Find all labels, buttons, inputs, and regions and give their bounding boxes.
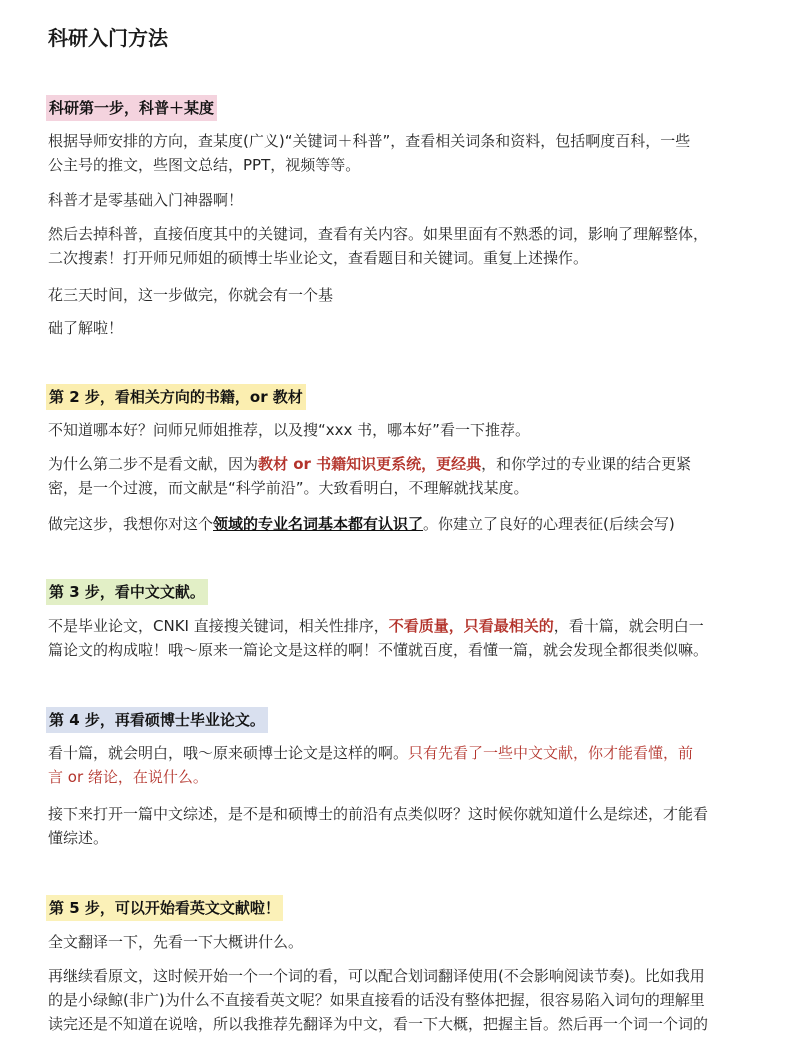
section-3-paragraph-1 bbox=[48, 614, 760, 662]
section-4-paragraph-2 bbox=[48, 802, 760, 850]
section-5-p2-line-3: 读完还是不知道在说啥，所以我推荐先翻译为中文，看一下大概，把握主旨。然后再一个词一个词的 bbox=[48, 1015, 709, 1033]
section-2-p3-underlined: 领域的专业名词基本都有认识了 bbox=[213, 515, 424, 533]
section-2-p3-text-a: 做完这步，我想你对这个 bbox=[48, 515, 214, 533]
section-2-paragraph-3 bbox=[48, 512, 760, 536]
section-1-paragraph-4: 花三天时间，这一步做完，你就会有一个基 bbox=[48, 286, 334, 304]
section-4-p2-line-1: 接下来打开一篇中文综述，是不是和硕博士的前沿有点类似呀？这时候你就知道什么是综述，才能看 bbox=[48, 805, 709, 823]
section-1-p3-line-2: 二次搜素！打开师兄师姐的硕博士毕业论文，查看题目和关键词。重复上述操作。 bbox=[48, 249, 589, 267]
section-4-paragraph-1 bbox=[48, 741, 760, 789]
section-3-p1-highlight: 不看质量，只看最相关的 bbox=[388, 617, 554, 635]
section-1-paragraph-5: 础了解啦！ bbox=[48, 319, 124, 337]
section-4-p1-text-a: 看十篇，就会明白，哦～原来硕博士论文是这样的啊。 bbox=[48, 744, 409, 762]
section-5-p2-line-1: 再继续看原文，这时候开始一个一个词的看，可以配合划词翻译使用(不会影响阅读节奏)。比如我用 bbox=[48, 967, 705, 985]
section-4-p2-line-2: 懂综述。 bbox=[48, 829, 109, 847]
section-3-p1-line-2: 篇论文的构成啦！哦～原来一篇论文是这样的啊！不懂就百度，看懂一篇，就会发现全都很类似嘛。 bbox=[48, 641, 709, 659]
section-2-paragraph-1: 不知道哪本好？问师兄师姐推荐，以及搜“xxx 书，哪本好”看一下推荐。 bbox=[48, 421, 530, 439]
section-2-p2-line-2: 密，是一个过渡，而文献是“科学前沿”。大致看明白，不理解就找某度。 bbox=[48, 479, 529, 497]
section-1-paragraph-2: 科普才是零基础入门神器啊！ bbox=[48, 191, 244, 209]
section-1-header-text: 科研第一步，科普＋某度 bbox=[49, 99, 215, 117]
section-2-p3-text-b: 。你建立了良好的心理表征(后续会写) bbox=[423, 515, 675, 533]
section-4-header bbox=[46, 707, 268, 733]
section-1-p3-line-1: 然后去掉科普，直接佰度其中的关键词，查看有关内容。如果里面有不熟悉的词，影响了理解整体， bbox=[48, 225, 709, 243]
section-5-paragraph-2 bbox=[48, 964, 760, 1036]
section-4-p1-highlight: 只有先看了一些中文文献，你才能看懂，前 bbox=[408, 744, 694, 762]
page-title: 科研入门方法 bbox=[48, 26, 168, 50]
section-4-header-text: 第 4 步，再看硕博士毕业论文。 bbox=[49, 711, 265, 729]
section-1-p1-line-2: 公主号的推文，些图文总结，PPT，视频等等。 bbox=[48, 156, 361, 174]
section-4-p1-line-1 bbox=[48, 741, 760, 765]
section-5-header-text: 第 5 步，可以开始看英文文献啦！ bbox=[49, 899, 280, 917]
section-2-p2-text-b: ，和你学过的专业课的结合更紧 bbox=[481, 455, 692, 473]
section-3-header bbox=[46, 579, 208, 605]
section-2-paragraph-2 bbox=[48, 452, 760, 500]
section-3-p1-text-a: 不是毕业论文，CNKI 直接搜关键词，相关性排序， bbox=[48, 617, 389, 635]
section-3-p1-text-b: ，看十篇，就会明白一 bbox=[553, 617, 704, 635]
section-2-p2-highlight: 教材 or 书籍知识更系统，更经典 bbox=[258, 455, 482, 473]
section-2-header-text: 第 2 步，看相关方向的书籍，or 教材 bbox=[49, 388, 303, 406]
section-1-p1-line-1: 根据导师安排的方向，查某度(广义)“关键词＋科普”，查看相关词条和资料，包括啊度百科，一些 bbox=[48, 132, 691, 150]
section-1-paragraph-3 bbox=[48, 222, 760, 270]
section-5-p2-line-2: 的是小绿鲸(非广)为什么不直接看英文呢？如果直接看的话没有整体把握，很容易陷入词句的理解里 bbox=[48, 991, 705, 1009]
section-5-paragraph-1: 全文翻译一下，先看一下大概讲什么。 bbox=[48, 933, 304, 951]
section-3-header-text: 第 3 步，看中文文献。 bbox=[49, 583, 205, 601]
section-4-p1-line-2: 言 or 绪论，在说什么。 bbox=[48, 768, 208, 786]
section-1-paragraph-1 bbox=[48, 129, 760, 177]
section-5-header bbox=[46, 895, 283, 921]
section-2-p2-line-1 bbox=[48, 452, 760, 476]
section-3-p1-line-1 bbox=[48, 614, 760, 638]
section-2-header bbox=[46, 384, 306, 410]
section-1-header bbox=[46, 95, 217, 121]
section-2-p2-text-a: 为什么第二步不是看文献，因为 bbox=[48, 455, 259, 473]
